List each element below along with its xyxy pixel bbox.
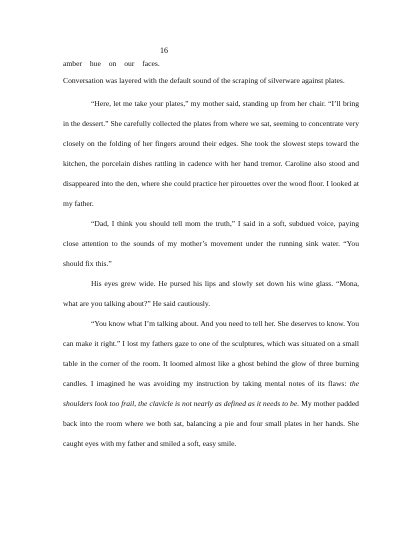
- paragraph-3: “Dad, I think you should tell mom the truth,” I said in a soft, subdued voice, paying close attention to the sounds of my mother’s movement under the running sink water. “You should fix this.”: [63, 219, 359, 268]
- paragraph-5-italic-thought: the shoulders look too frail, the clavicle is not nearly as defined as it needs to be.: [63, 379, 359, 408]
- paragraph-5-text-before: “You know what I’m talking about. And you need to tell her. She deserves to know. You can make it right.” I lost my fathers gaze to one of the sculptures, which was situated on a small table in the corner of the room. It loomed almost like a ghost behind the glow of three burning candles. I imagined he was avoiding my instruction by taking mental notes of its flaws:: [63, 319, 359, 388]
- paragraph-4: His eyes grew wide. He pursed his lips and slowly set down his wine glass. “Mona, what are you talking about?” He said cautiously.: [63, 279, 359, 308]
- paragraph-5: [63, 314, 359, 454]
- page-number: 16: [160, 46, 168, 55]
- paragraph-1: Conversation was layered with the default sound of the scraping of silverware against plates.: [63, 76, 345, 85]
- body-text: [63, 57, 359, 454]
- continued-line: amber hue on our faces.: [63, 59, 160, 68]
- paragraph-2: “Here, let me take your plates,” my mother said, standing up from her chair. “I’ll bring in the dessert.” She carefully collected the plates from where we sat, seeming to concentrate very closely on the folding of her fingers around their edges. She took the slowest steps toward the kitchen, the porcelain dishes rattling in cadence with her hand tremor. Caroline also stood and disappeared into the den, where she could practice her pirouettes over the wood floor. I looked at my father.: [63, 99, 359, 208]
- paragraph-5-text-after: My mother padded back into the room where we both sat, balancing a pie and four small plates in her hands. She caught eyes with my father and smiled a soft, easy smile.: [63, 399, 359, 448]
